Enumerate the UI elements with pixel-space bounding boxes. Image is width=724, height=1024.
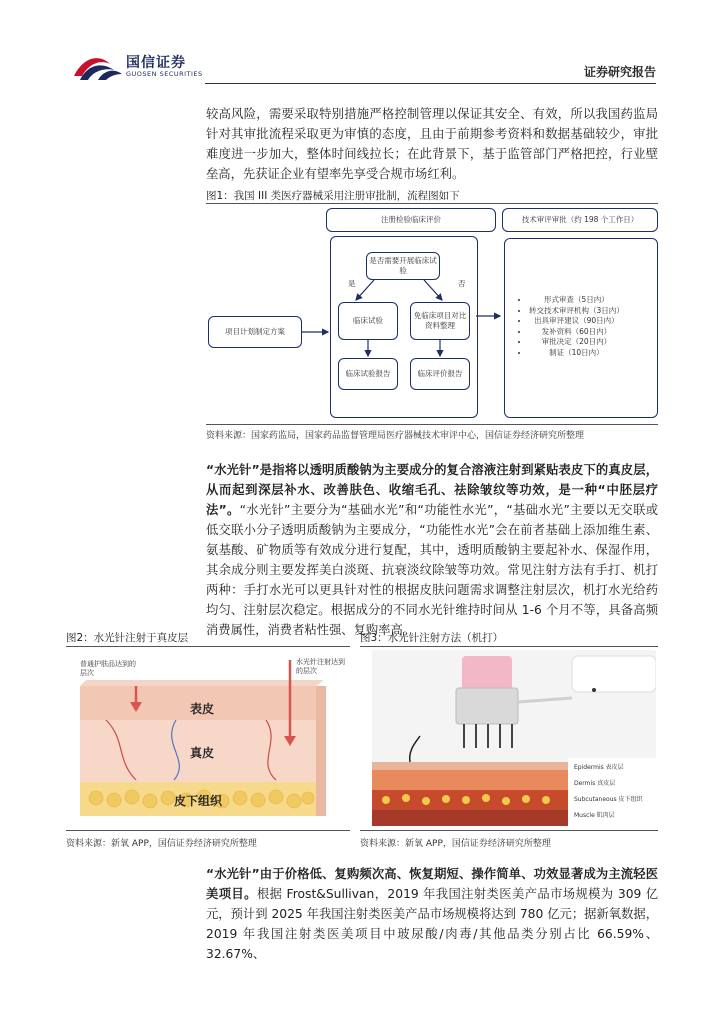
figure3-device-illustration [372, 650, 656, 826]
logo-text-en: GUOSEN SECURITIES [126, 70, 203, 78]
figure2-skin-illustration [66, 650, 350, 826]
figure1-top-rule [206, 203, 658, 204]
header-divider [205, 83, 656, 84]
layer-dermis-label: 真皮 [190, 746, 215, 760]
figure1-title: 图1：我国 III 类医疗器械采用注册审批制，流程图如下 [206, 190, 460, 202]
paragraph-2-bold: “水光针”是指将以透明质酸钠为主要成分的复合溶液注射到紧贴表皮下的真皮层，从而起到深层补水、改善肤色、收缩毛孔、祛除皱纹等功效，是一种“中胚层疗法”。 [206, 463, 658, 517]
body-paragraph-2 [206, 460, 658, 640]
figure3-title: 图3：水光针注射方法（机打） [360, 632, 504, 644]
label-no: 否 [458, 279, 466, 288]
review-step: • 形式审查（5日内） [529, 295, 624, 306]
layer-subcutis-label: 皮下组织 [174, 794, 223, 808]
paragraph-3-text: 根据 Frost&Sullivan，2019 年我国注射类医美产品市场规模为 309 亿元，预计到 2025 年我国注射类医美产品市场规模将达到 780 亿元；据新氧数据，2019 年我国注射类医美项目中玻尿酸/肉毒/其他品类分别占比 66.59%、32.67%、 [206, 887, 658, 961]
figure1-bottom-rule [206, 424, 658, 425]
review-steps-box [504, 238, 658, 418]
figure3-bottom-rule [360, 830, 658, 831]
label-injection-depth: 水光针注射达到的层次 [296, 658, 345, 675]
page-header [0, 0, 724, 92]
review-step: • 制证（10日内） [529, 348, 624, 359]
figure3-source: 资料来源：新氧 APP，国信证券经济研究所整理 [360, 839, 551, 849]
review-step: • 审批决定（20日内） [529, 337, 624, 348]
label-skincare-depth: 普通护肤品达到的层次 [80, 660, 136, 677]
figure2-title: 图2：水光针注射于真皮层 [66, 632, 189, 644]
figure1-flowchart [206, 206, 658, 422]
layer-epidermis-label: 表皮 [190, 702, 215, 716]
paragraph-2-text: “水光针”主要分为“基础水光”和“功能性水光”，“基础水光”主要以无交联或低交联小分子透明质酸钠为主要成分，“功能性水光”会在前者基础上添加维生素、氨基酸、矿物质等有效成分进行复配，其中，透明质酸钠主要起补水、保湿作用，其余成分则主要发挥美白淡斑、抗衰淡纹除皱等功效。常见注射方法有手打、机打两种：手打水光可以更具针对性的根据皮肤问题需求调整注射层次，机打水光给药均匀、注射层次稳定。根据成分的不同水光针维持时间从 1-6 个月不等，具备高频消费属性，消费者粘性强、复购率高。 [206, 503, 659, 637]
comparison-box: 免临床项目对比资料整理 [410, 302, 470, 340]
logo-text-cn: 国信证券 [126, 55, 186, 71]
project-plan-box: 项目计划制定方案 [208, 316, 302, 348]
clinical-trial-box: 临床试验 [338, 302, 398, 340]
decision-box: 是否需要开展临床试验 [366, 252, 440, 280]
registration-box: 注册检验临床评价 [326, 208, 496, 232]
figure3-top-rule [360, 646, 658, 647]
report-type: 证券研究报告 [583, 65, 656, 79]
review-step: • 发补资料（60日内） [529, 327, 624, 338]
eval-report-box: 临床评价报告 [410, 358, 470, 390]
label-yes: 是 [348, 279, 356, 288]
figure1-source: 资料来源：国家药监局，国家药品监督管理局医疗器械技术审评中心，国信证券经济研究所整理 [206, 431, 585, 441]
intro-paragraph: 较高风险，需要采取特别措施严格控制管理以保证其安全、有效，所以我国药监局针对其审批流程采取更为审慎的态度，且由于前期参考资料和数据基础较少，审批难度进一步加大，整体时间线拉长；在此背景下，基于监管部门严格把控，行业壁垒高，先获证企业有望率先享受合规市场红利。 [206, 107, 658, 181]
review-step: • 出具审评建议（90日内） [529, 316, 624, 327]
figure2-bottom-rule [66, 830, 350, 831]
review-header-box: 技术审评审批（约 198 个工作日） [502, 208, 658, 232]
review-steps-list [515, 295, 624, 358]
paragraph-3-bold: “水光针”由于价格低、复购频次高、恢复期短、操作简单、功效显著成为主流轻医美项目。 [206, 867, 658, 901]
figure2-top-rule [66, 646, 350, 647]
layer-label-subcutaneous: Subcutaneous 皮下组织 [574, 796, 643, 803]
body-paragraph-3 [206, 864, 658, 964]
layer-label-muscle: Muscle 肌肉层 [574, 812, 615, 819]
review-step: • 转交技术审评机构（3日内） [529, 306, 624, 317]
guosen-logo-icon [70, 50, 126, 84]
layer-label-epidermis: Epidermis 表皮层 [574, 764, 624, 771]
layer-label-dermis: Dermis 真皮层 [574, 780, 616, 787]
trial-report-box: 临床试验报告 [338, 358, 398, 390]
figure2-source: 资料来源：新氧 APP，国信证券经济研究所整理 [66, 839, 257, 849]
